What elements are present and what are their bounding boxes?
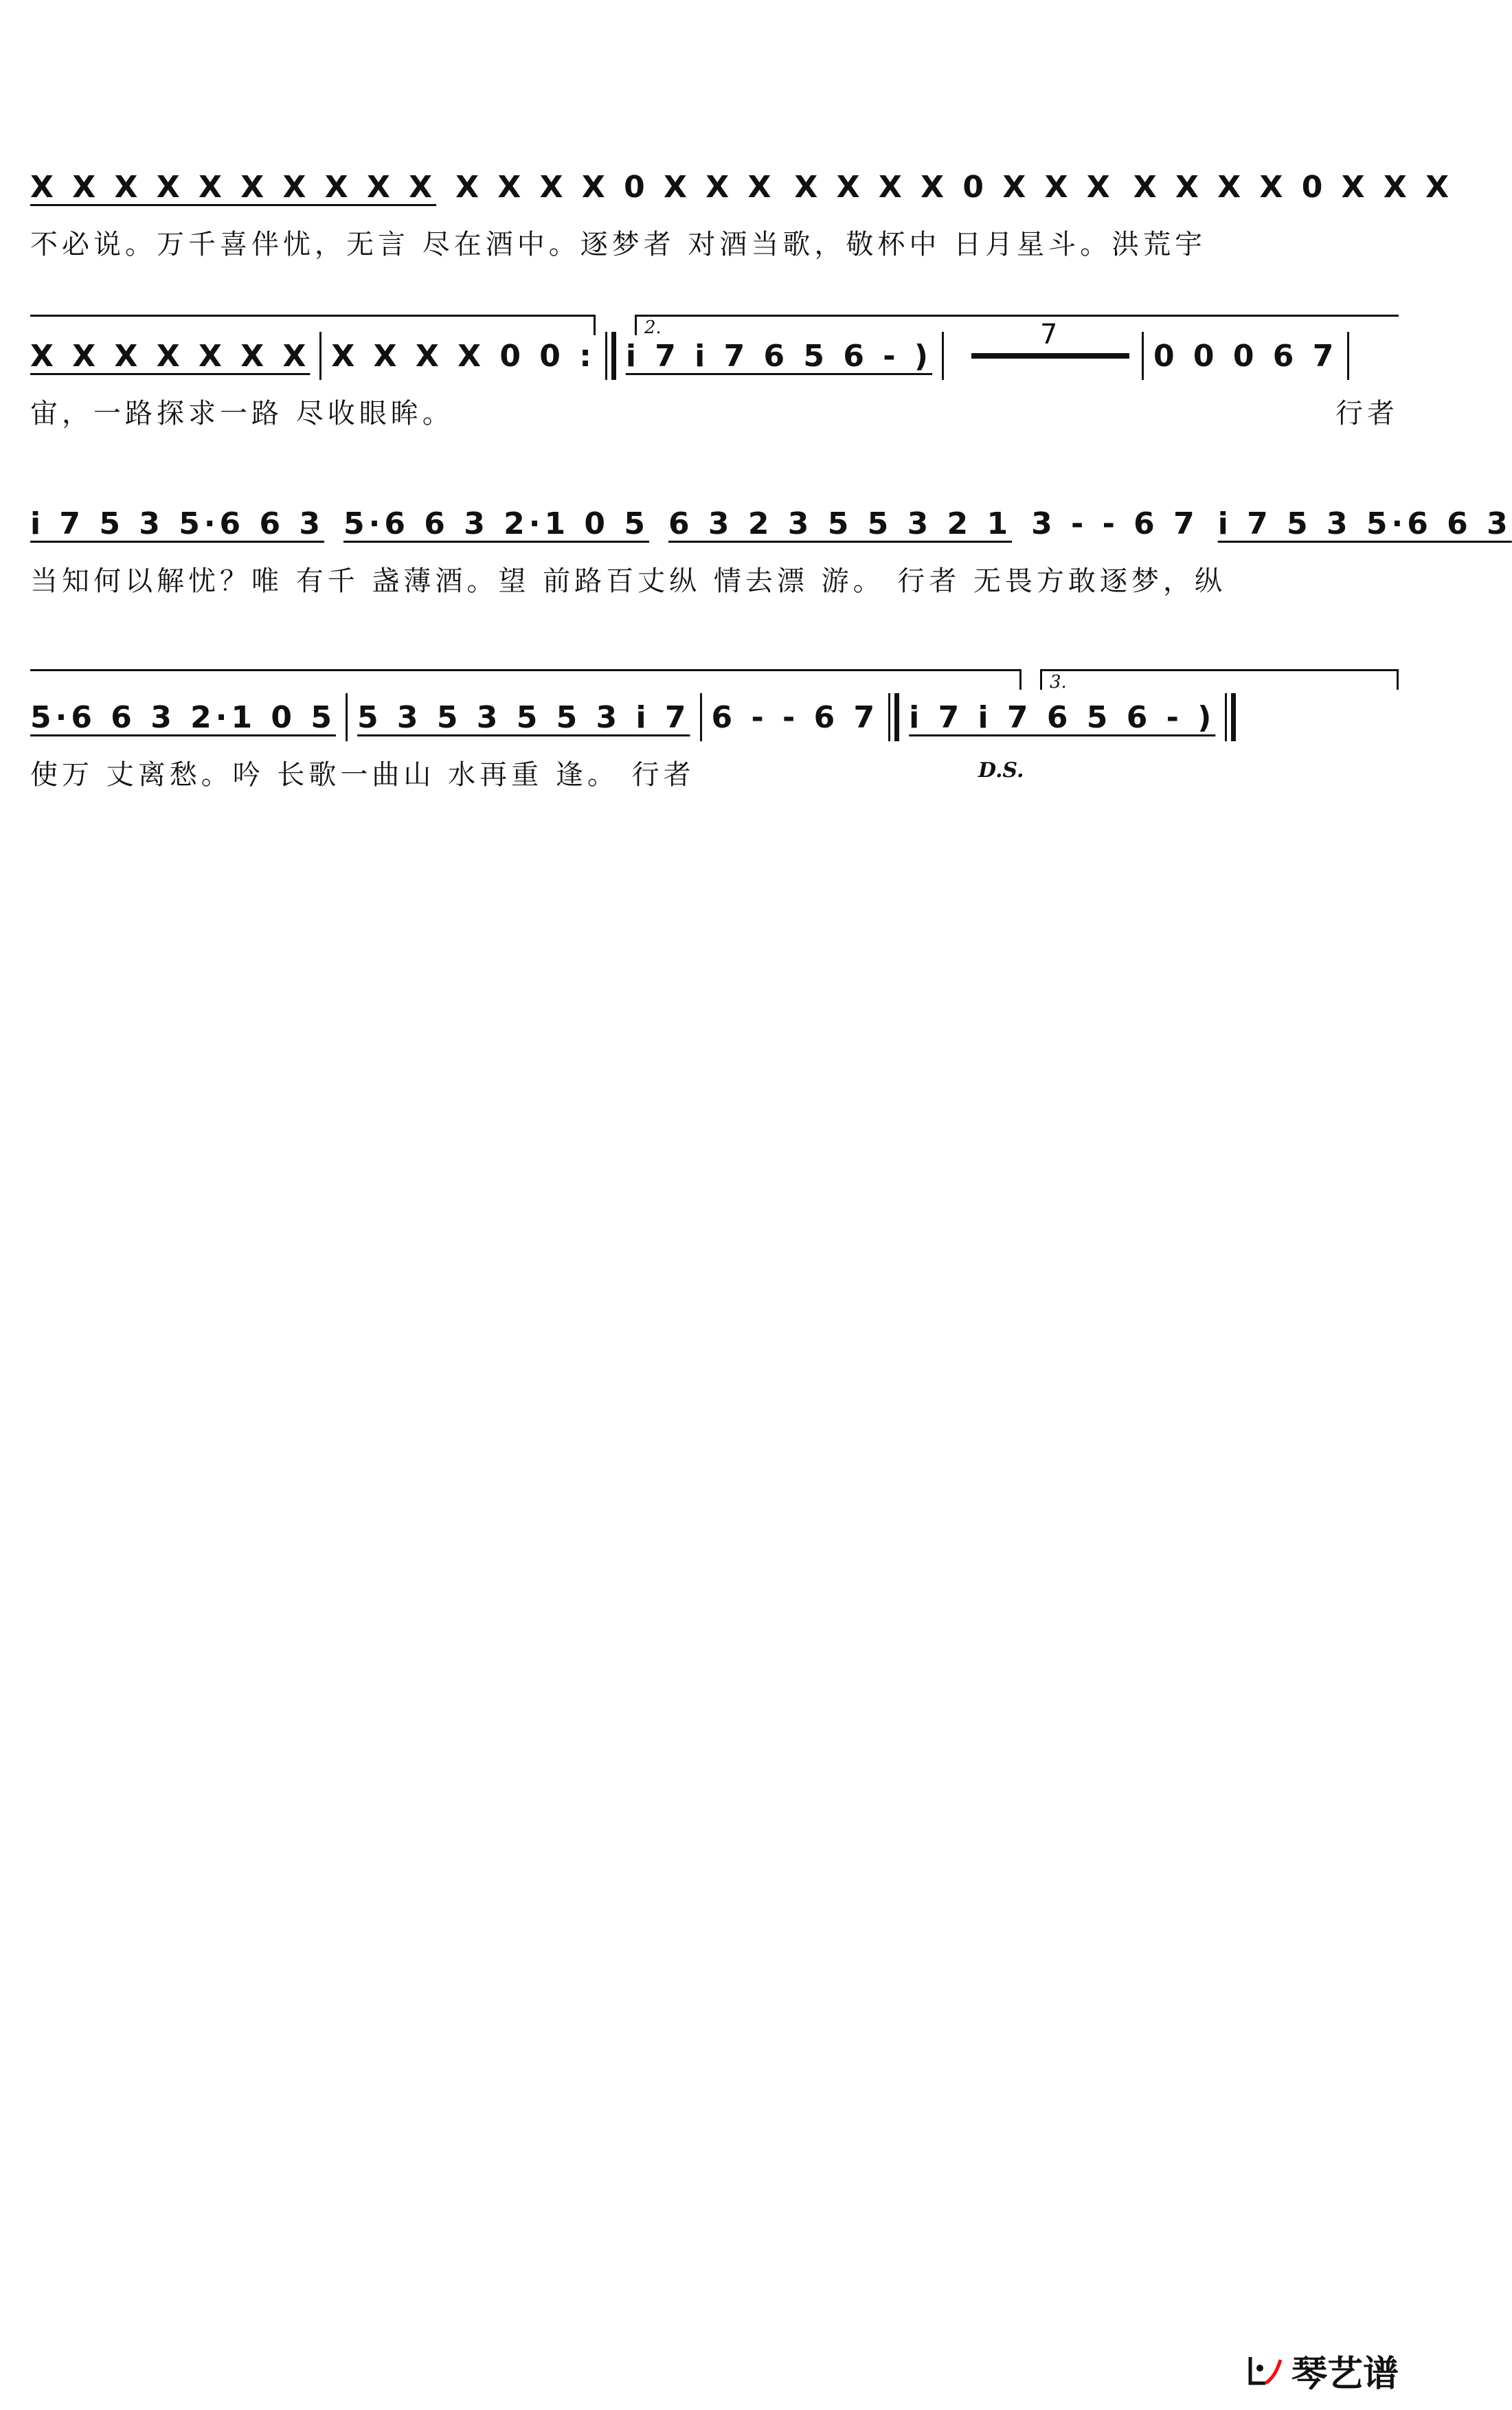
notes-row-4: [30, 690, 1399, 745]
lyrics-row-1: 不必说。万千喜伴忧，无言 尽在酒中。逐梦者 对酒当歌，敬杯中 日月星斗。洪荒宇: [30, 229, 1207, 260]
measure: i 7 i 7 6 5 6 - ): [625, 338, 932, 374]
volta-3-bracket-end: [1397, 669, 1399, 690]
notes-row-1: [30, 159, 1454, 214]
volta-3-bracket-start: [1040, 669, 1042, 690]
barline: [942, 332, 944, 380]
measure: 3 - - 6 7: [1031, 506, 1199, 541]
ending-number: 3.: [1050, 672, 1067, 692]
measure: X X X X 0 X X X: [794, 169, 1114, 205]
barline: [1347, 332, 1349, 380]
volta-2-bracket-line: [635, 315, 1399, 317]
lyrics-row-3: 当知何以解忧？唯 有千 盏薄酒。望 前路百丈纵 情去漂 游。 行者 无畏方敢逐梦，纵: [30, 565, 1227, 597]
lyrics-left: 宙，一路探求一路 尽收眼眸。: [30, 398, 454, 429]
measure: i 7 5 3 5·6 6 3: [30, 506, 325, 541]
multi-rest-bar: [971, 353, 1129, 359]
final-barline: [1225, 693, 1236, 741]
volta-bracket-line: [30, 669, 1019, 671]
measure: X X X X 0 X X X: [455, 169, 776, 205]
logo-text: 琴艺谱: [1291, 2354, 1399, 2395]
measure: 5·6 6 3 2·1 0 5: [30, 699, 336, 735]
ending-number: 2.: [644, 317, 662, 338]
volta-bracket-end: [1019, 669, 1022, 690]
measure: X X X X 0 X X X: [1133, 169, 1454, 205]
dal-segno-mark: D.S.: [978, 758, 1024, 782]
measure: i 7 5 3 5·6 6 3: [1217, 506, 1512, 541]
system-2: [30, 317, 1399, 466]
measure: 5 3 5 3 5 5 3 i 7: [357, 699, 690, 735]
system-4: [30, 672, 1399, 827]
barline: [346, 693, 348, 741]
volta-bracket-line: [30, 315, 594, 317]
measure: X X X X X X X X X X: [30, 169, 437, 205]
logo-mark-icon: [1245, 2350, 1286, 2391]
barline: [319, 332, 321, 380]
lyrics-row-4: 使万 丈离愁。吟 长歌一曲山 水再重 逢。 行者: [30, 759, 695, 791]
measure: X X X X 0 0 :: [331, 338, 596, 374]
repeat-barline: [605, 332, 616, 380]
notes-row-2: [30, 328, 1399, 383]
double-barline: [888, 693, 899, 741]
measure: i 7 i 7 6 5 6 - ): [909, 699, 1216, 735]
volta-3-bracket-line: [1040, 669, 1399, 671]
measure: 6 - - 6 7: [711, 699, 879, 735]
measure: 6 3 2 3 5 5 3 2 1: [668, 506, 1013, 541]
measure: 5·6 6 3 2·1 0 5: [343, 506, 649, 541]
system-3: [30, 496, 1512, 633]
lyrics-right: 行者: [1335, 398, 1399, 429]
barline: [1142, 332, 1144, 380]
barline: [700, 693, 702, 741]
site-logo: [1245, 2345, 1399, 2396]
system-1: [30, 159, 1454, 297]
lyrics-row-2: [30, 392, 1399, 430]
measure: 0 0 0 6 7: [1153, 338, 1338, 374]
measure: X X X X X X X: [30, 338, 311, 374]
notes-row-3: [30, 496, 1512, 551]
multi-rest-count: 7: [1040, 319, 1058, 350]
